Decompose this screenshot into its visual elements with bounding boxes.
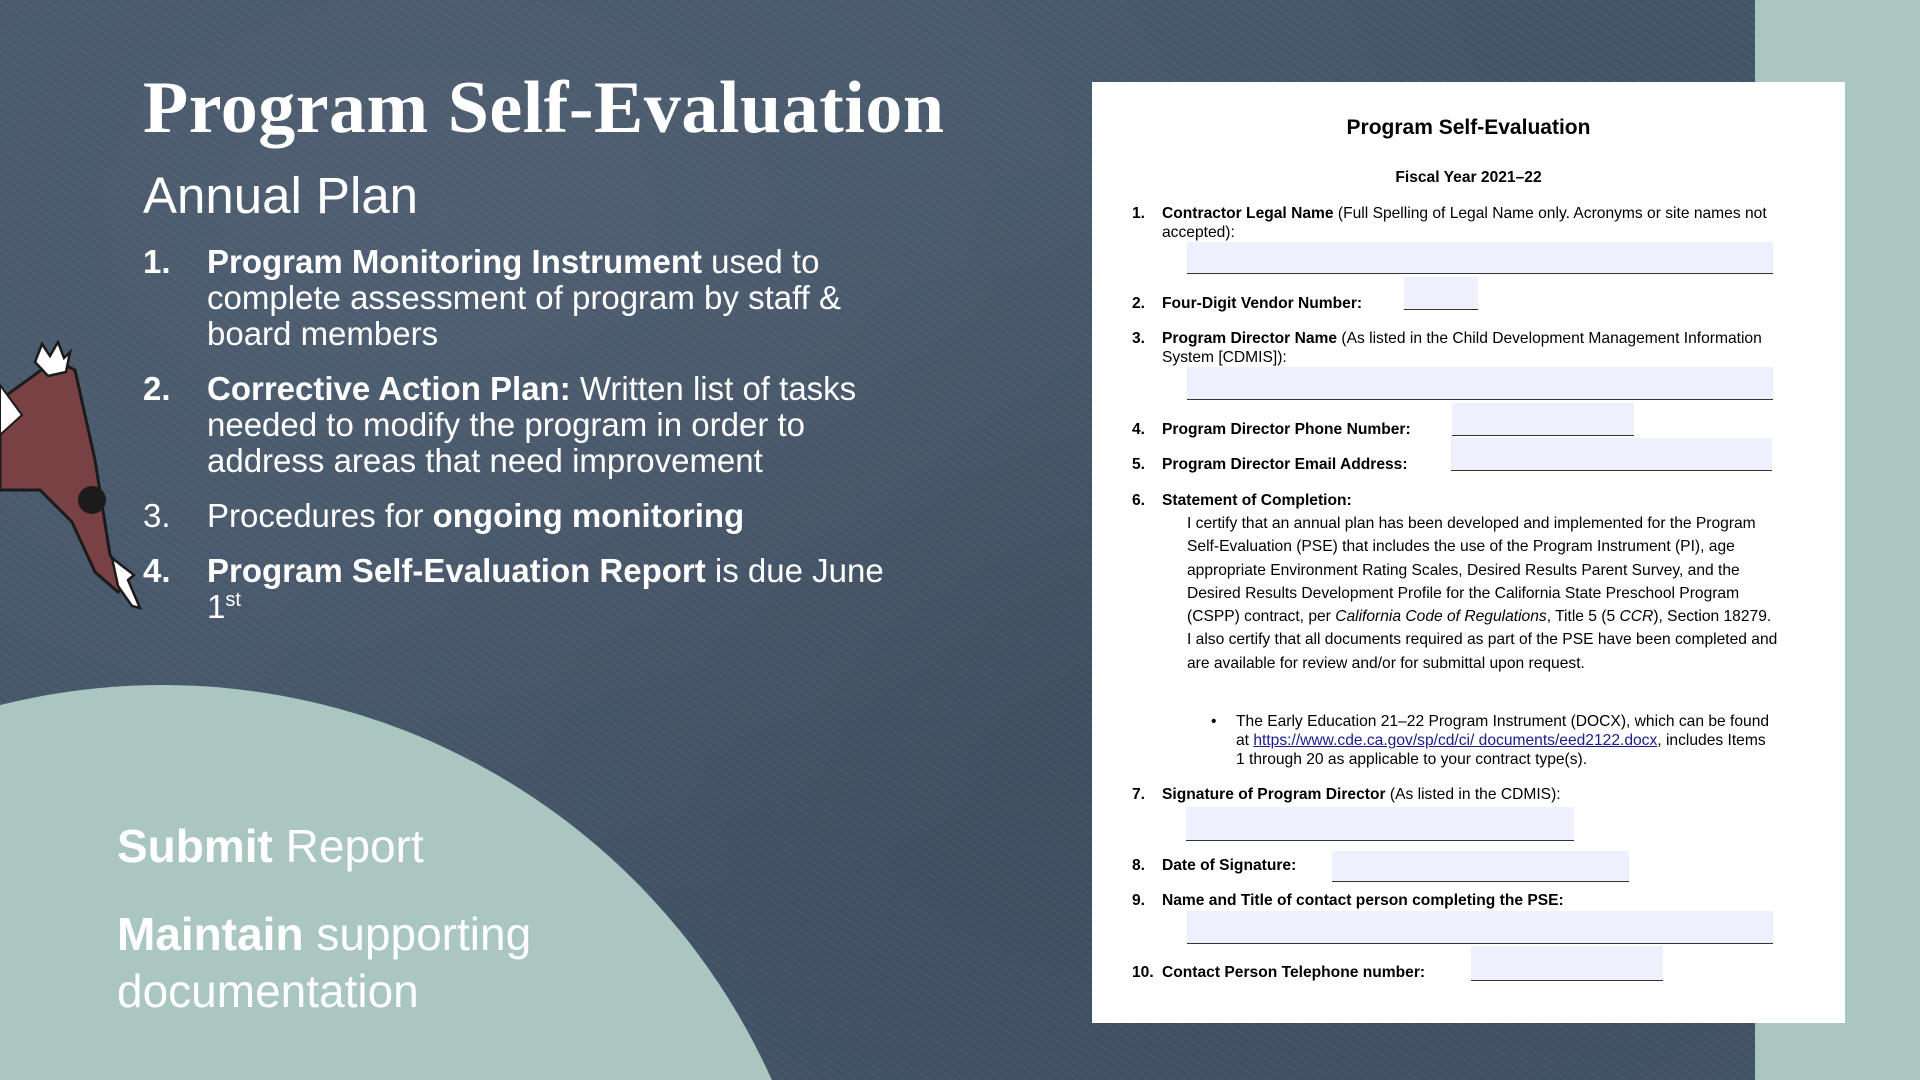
list-number: 1. [143,243,171,280]
maintain-rest: supporting documentation [117,908,532,1017]
director-name-field[interactable] [1187,367,1773,400]
list-item [143,553,903,625]
list-item [143,371,903,479]
decorative-circle [0,685,830,1080]
list-text: is due June 1 [207,552,884,625]
signature-date-field[interactable] [1332,851,1629,882]
director-phone-field[interactable] [1452,403,1634,436]
list-text: Written list of tasks needed to modify the program in order to address areas that need improvement [207,370,857,479]
doc-item-note: (As listed in the Child Development Management Information System [CDMIS]): [1162,330,1762,366]
doc-item-label: Name and Title of contact person completing the PSE: [1162,892,1564,909]
doc-item-7 [1132,785,1787,804]
legal-name-field[interactable] [1187,242,1773,274]
doc-item-6 [1132,491,1787,510]
list-bold: Corrective Action Plan: [207,370,571,407]
list-bold: ongoing monitoring [432,497,745,534]
list-number: 2. [143,370,171,407]
list-number: 3. [143,497,171,534]
doc-item-label: Contact Person Telephone number: [1162,964,1426,981]
doc-item-number: 6. [1132,492,1146,509]
list-text: Procedures for [207,497,433,534]
list-bold: Program Monitoring Instrument [207,243,702,280]
doc-item-number: 1. [1132,205,1146,222]
superscript: st [225,589,241,611]
doc-item-number: 4. [1132,421,1146,438]
doc-item-note: (Full Spelling of Legal Name only. Acronyms or site names not accepted): [1162,205,1767,241]
submit-report-text [117,818,637,875]
doc-item-note: (As listed in the CDMIS): [1385,786,1561,803]
contact-person-field[interactable] [1187,911,1773,944]
vendor-number-field[interactable] [1404,277,1478,310]
doc-item-label: Four-Digit Vendor Number: [1162,295,1363,312]
doc-item-label: Signature of Program Director [1162,786,1386,803]
list-number: 4. [143,552,171,589]
statement-paragraph-2: I also certify that all documents required as part of the PSE have been completed and are available for review and/or for submittal upon request. [1187,631,1778,672]
doc-item-label: Contractor Legal Name [1162,205,1334,222]
list-bold: Program Self-Evaluation Report [207,552,706,589]
director-email-field[interactable] [1451,438,1772,471]
contact-phone-field[interactable] [1471,946,1663,981]
doc-item-label: Program Director Phone Number: [1162,421,1411,438]
doc-item-number: 9. [1132,892,1146,909]
doc-item-label: Program Director Email Address: [1162,456,1408,473]
maintain-bold: Maintain [117,908,304,960]
doc-item-3 [1132,329,1787,367]
submit-bold: Submit [117,820,273,872]
doc-item-number: 7. [1132,786,1146,803]
slide-title: Program Self-Evaluation [143,67,945,149]
slide-subtitle: Annual Plan [143,167,419,224]
statement-text [1187,512,1787,675]
document-fiscal-year: Fiscal Year 2021–22 [1395,169,1542,186]
signature-field[interactable] [1186,807,1574,841]
instrument-link[interactable]: https://www.cde.ca.gov/sp/cd/ci/ documents/eed2122.docx [1253,732,1658,749]
doc-item-number: 10. [1132,964,1154,981]
pointing-person-illustration [0,340,150,620]
doc-item-9 [1132,891,1787,910]
doc-item-label: Program Director Name [1162,330,1338,347]
plan-list [143,244,903,644]
instrument-bullet: • The Early Education 21–22 Program Instrument (DOCX), which can be found at https://www.cde.ca.gov/sp/cd/ci/ documents/eed2122.docx, includes Items 1 through 20 as applicable to your contract type(s). [1236,712,1776,769]
doc-item-label: Date of Signature: [1162,857,1297,874]
doc-item-label: Statement of Completion: [1162,492,1352,509]
doc-item-number: 2. [1132,295,1146,312]
list-item [143,244,903,352]
list-text: used to complete assessment of program by staff & board members [207,243,842,352]
doc-item-number: 3. [1132,330,1146,347]
doc-item-number: 5. [1132,456,1146,473]
maintain-text [117,906,637,1020]
list-item [143,498,903,534]
document-title: Program Self-Evaluation [1346,116,1591,139]
submit-rest: Report [272,820,424,872]
statement-paragraph-1: I certify that an annual plan has been developed and implemented for the Program Self-Evaluation (PSE) that includes the use of the Program Instrument (PI), age appropriate Environment Rating Scales, Desired Results Parent Survey, and the Desired Results Development Profile for the California State Preschool Program (CSPP) contract, per California Code of Regulations, Title 5 (5 CCR), Section 18279. [1187,515,1772,626]
doc-item-number: 8. [1132,857,1146,874]
doc-item-1 [1132,204,1787,242]
